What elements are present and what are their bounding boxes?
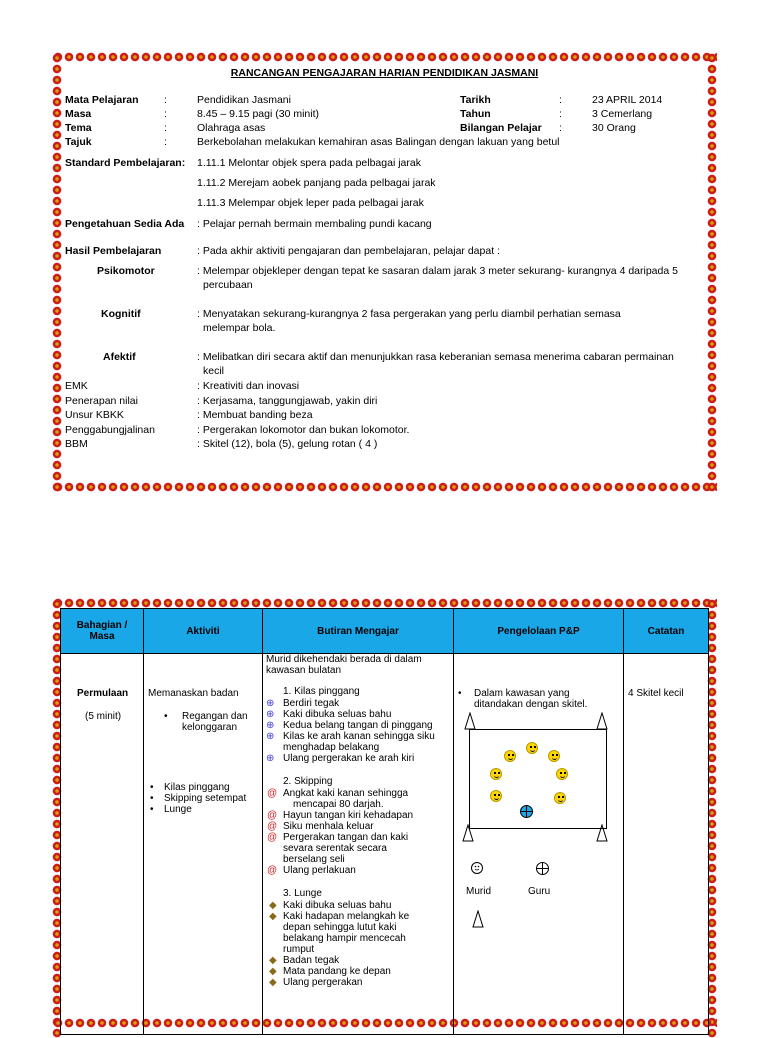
bullet-icon: • bbox=[150, 793, 154, 804]
value-psikomotor-line1: : Melempar objekleper dengan tepat ke sasaran dalam jarak 3 meter sekurang- kurangnya 4 daripada 5 bbox=[197, 265, 678, 277]
bullet-icon: • bbox=[150, 782, 154, 793]
step-2-item-cont: mencapai 80 darjah. bbox=[293, 799, 384, 810]
at-sign-icon: @ bbox=[267, 832, 278, 843]
target-icon: ⊕ bbox=[266, 709, 275, 720]
step-2-item: Pergerakan tangan dan kaki bbox=[283, 832, 409, 843]
cell-catatan bbox=[624, 654, 709, 1035]
value-tajuk: Berkebolahan melakukan kemahiran asas Balingan dengan lakuan yang betul bbox=[197, 136, 560, 148]
value-emk: : Kreativiti dan inovasi bbox=[197, 380, 300, 392]
label-bilangan-pelajar: Bilangan Pelajar bbox=[460, 122, 542, 134]
flower-border-top bbox=[52, 598, 717, 608]
value-masa: 8.45 – 9.15 pagi (30 minit) bbox=[197, 108, 319, 120]
label-standard-pembelajaran: Standard Pembelajaran: bbox=[65, 157, 186, 169]
student-smiley-icon bbox=[526, 742, 538, 754]
student-smiley-icon bbox=[554, 792, 566, 804]
value-bilangan-pelajar: 30 Orang bbox=[592, 122, 636, 134]
header-bahagian-masa: Bahagian / Masa bbox=[61, 609, 144, 654]
pengelolaan-text: Dalam kawasan yang bbox=[474, 688, 570, 699]
guru-legend-icon bbox=[536, 862, 549, 875]
diamond-icon: ◆ bbox=[269, 955, 277, 966]
flower-border-left bbox=[52, 52, 62, 492]
header-butiran-mengajar: Butiran Mengajar bbox=[263, 609, 454, 654]
label-bbm: BBM bbox=[65, 438, 88, 450]
value-mata-pelajaran: Pendidikan Jasmani bbox=[197, 94, 291, 106]
step-1-item-cont: menghadap belakang bbox=[283, 742, 380, 753]
cell-pengelolaan bbox=[454, 654, 624, 1035]
value-afektif-line1: : Melibatkan diri secara aktif dan menunjukkan rasa keberanian semasa menerima cabaran permainan bbox=[197, 351, 674, 363]
teacher-icon bbox=[520, 805, 533, 818]
cell-aktiviti bbox=[144, 654, 263, 1035]
student-smiley-icon bbox=[556, 768, 568, 780]
value-kognitif-line1: : Menyatakan sekurang-kurangnya 2 fasa pergerakan yang perlu diambil perhatian semasa bbox=[197, 308, 621, 320]
value-penerapan-nilai: : Kerjasama, tanggungjawab, yakin diri bbox=[197, 395, 378, 407]
step-2-item: Siku menhala keluar bbox=[283, 821, 374, 832]
at-sign-icon: @ bbox=[267, 788, 278, 799]
step-2-item: Hayun tangan kiri kehadapan bbox=[283, 810, 414, 821]
standard-item-2: 1.11.2 Merejam aobek panjang pada pelbagai jarak bbox=[197, 177, 436, 189]
step-3-item: Kaki hadapan melangkah ke bbox=[283, 911, 410, 922]
step-2-item: Angkat kaki kanan sehingga bbox=[283, 788, 409, 799]
bullet-icon: • bbox=[164, 711, 168, 722]
colon: : bbox=[164, 136, 167, 148]
murid-legend-smiley-icon bbox=[471, 862, 483, 874]
student-smiley-icon bbox=[490, 768, 502, 780]
colon: : bbox=[164, 94, 167, 106]
at-sign-icon: @ bbox=[267, 810, 278, 821]
student-smiley-icon bbox=[504, 750, 516, 762]
step-1-item: Kaki dibuka seluas bahu bbox=[283, 709, 392, 720]
flower-border-right bbox=[707, 52, 717, 492]
pengelolaan-text-cont: ditandakan dengan skitel. bbox=[474, 699, 588, 710]
step-2-item-cont: sevara serentak secara bbox=[283, 843, 387, 854]
student-smiley-icon bbox=[548, 750, 560, 762]
value-kognitif-line2: melempar bola. bbox=[203, 322, 276, 334]
aktiviti-sub: Regangan dan bbox=[182, 711, 248, 722]
diamond-icon: ◆ bbox=[269, 977, 277, 988]
colon: : bbox=[164, 122, 167, 134]
value-pengetahuan-sedia-ada: : Pelajar pernah bermain membaling pundi kacang bbox=[197, 218, 432, 230]
table-row bbox=[61, 654, 709, 1035]
step-2-item: Ulang perlakuan bbox=[283, 865, 356, 876]
colon: : bbox=[559, 94, 562, 106]
value-hasil-pembelajaran: : Pada akhir aktiviti pengajaran dan pembelajaran, pelajar dapat : bbox=[197, 245, 500, 257]
bullet-icon: • bbox=[150, 804, 154, 815]
value-psikomotor-line2: percubaan bbox=[203, 279, 253, 291]
flower-border-bottom bbox=[52, 482, 717, 492]
student-smiley-icon bbox=[490, 790, 502, 802]
header-aktiviti: Aktiviti bbox=[144, 609, 263, 654]
label-hasil-pembelajaran: Hasil Pembelajaran bbox=[65, 245, 162, 257]
value-bbm: : Skitel (12), bola (5), gelung rotan ( 4 ) bbox=[197, 438, 378, 450]
label-kognitif: Kognitif bbox=[101, 308, 141, 320]
diamond-icon: ◆ bbox=[269, 900, 277, 911]
header-catatan: Catatan bbox=[624, 609, 709, 654]
table-header-row bbox=[61, 609, 709, 654]
catatan-text: 4 Skitel kecil bbox=[628, 688, 684, 699]
document-title: RANCANGAN PENGAJARAN HARIAN PENDIDIKAN JASMANI bbox=[230, 67, 539, 79]
aktiviti-list-item: Kilas pinggang bbox=[164, 782, 230, 793]
label-tema: Tema bbox=[65, 122, 92, 134]
step-1-item: Ulang pergerakan ke arah kiri bbox=[283, 753, 415, 764]
step-3-item: Mata pandang ke depan bbox=[283, 966, 391, 977]
label-afektif: Afektif bbox=[103, 351, 136, 363]
bullet-icon: • bbox=[458, 688, 462, 699]
aktiviti-title: Memanaskan badan bbox=[148, 688, 239, 699]
diamond-icon: ◆ bbox=[269, 911, 277, 922]
label-masa: Masa bbox=[65, 108, 92, 120]
value-tarikh: 23 APRIL 2014 bbox=[592, 94, 663, 106]
value-afektif-line2: kecil bbox=[203, 365, 225, 377]
aktiviti-list-item: Skipping setempat bbox=[164, 793, 247, 804]
at-sign-icon: @ bbox=[267, 821, 278, 832]
label-tahun: Tahun bbox=[460, 108, 491, 120]
step-3-item-cont: rumput bbox=[283, 944, 315, 955]
bahagian-time: (5 minit) bbox=[85, 711, 122, 722]
butiran-intro: Murid dikehendaki berada di dalam bbox=[266, 654, 422, 665]
colon: : bbox=[559, 122, 562, 134]
lesson-plan-page-2 bbox=[52, 598, 717, 1038]
label-penerapan-nilai: Penerapan nilai bbox=[65, 395, 138, 407]
lesson-plan-page-1 bbox=[52, 52, 717, 492]
step-3-item: Kaki dibuka seluas bahu bbox=[283, 900, 392, 911]
aktiviti-list-item: Lunge bbox=[164, 804, 192, 815]
step-2-item-cont: berselang seli bbox=[283, 854, 345, 865]
target-icon: ⊕ bbox=[266, 753, 275, 764]
value-tema: Olahraga asas bbox=[197, 122, 266, 134]
bahagian-name: Permulaan bbox=[77, 688, 129, 699]
value-unsur-kbkk: : Membuat banding beza bbox=[197, 409, 313, 421]
lesson-activity-table bbox=[60, 608, 709, 1035]
target-icon: ⊕ bbox=[266, 698, 275, 709]
cell-bahagian bbox=[61, 654, 144, 1035]
step-2-title: 2. Skipping bbox=[283, 776, 333, 787]
diamond-icon: ◆ bbox=[269, 966, 277, 977]
aktiviti-sub-cont: kelonggaran bbox=[182, 722, 238, 733]
step-1-item: Berdiri tegak bbox=[283, 698, 340, 709]
flower-border-top bbox=[52, 52, 717, 62]
target-icon: ⊕ bbox=[266, 731, 275, 742]
cell-butiran-mengajar bbox=[263, 654, 454, 1035]
value-tahun: 3 Cemerlang bbox=[592, 108, 653, 120]
target-icon: ⊕ bbox=[266, 720, 275, 731]
label-psikomotor: Psikomotor bbox=[97, 265, 155, 277]
butiran-intro-cont: kawasan bulatan bbox=[266, 665, 342, 676]
standard-item-3: 1.11.3 Melempar objek leper pada pelbagai jarak bbox=[197, 197, 424, 209]
step-1-item: Kedua belang tangan di pinggang bbox=[283, 720, 433, 731]
step-3-title: 3. Lunge bbox=[283, 888, 322, 899]
activity-area bbox=[469, 729, 607, 829]
step-1-item: Kilas ke arah kanan sehingga siku bbox=[283, 731, 435, 742]
standard-item-1: 1.11.1 Melontar objek spera pada pelbagai jarak bbox=[197, 157, 421, 169]
colon: : bbox=[559, 108, 562, 120]
step-3-item: Ulang pergerakan bbox=[283, 977, 363, 988]
legend-murid-label: Murid bbox=[466, 886, 492, 897]
header-pengelolaan: Pengelolaan P&P bbox=[454, 609, 624, 654]
label-mata-pelajaran: Mata Pelajaran bbox=[65, 94, 139, 106]
step-3-item: Badan tegak bbox=[283, 955, 340, 966]
value-penggabungjalinan: : Pergerakan lokomotor dan bukan lokomotor. bbox=[197, 424, 410, 436]
colon: : bbox=[164, 108, 167, 120]
at-sign-icon: @ bbox=[267, 865, 278, 876]
label-unsur-kbkk: Unsur KBKK bbox=[65, 409, 124, 421]
legend-guru-label: Guru bbox=[528, 886, 551, 897]
step-1-title: 1. Kilas pinggang bbox=[283, 686, 360, 697]
label-tajuk: Tajuk bbox=[65, 136, 92, 148]
step-3-item-cont: belakang hampir mencecah bbox=[283, 933, 406, 944]
label-penggabungjalinan: Penggabungjalinan bbox=[65, 424, 155, 436]
step-3-item-cont: depan sehingga lutut kaki bbox=[283, 922, 397, 933]
label-tarikh: Tarikh bbox=[460, 94, 491, 106]
label-pengetahuan-sedia-ada: Pengetahuan Sedia Ada bbox=[65, 218, 185, 230]
label-emk: EMK bbox=[65, 380, 88, 392]
